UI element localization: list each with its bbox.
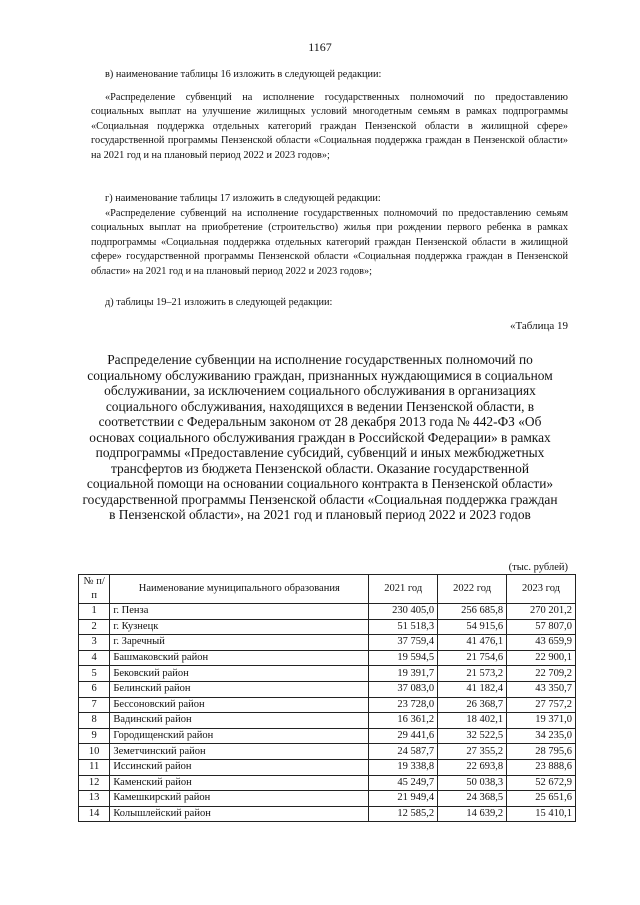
cell-2021: 19 594,5 xyxy=(369,650,438,666)
cell-2022: 41 182,4 xyxy=(438,681,507,697)
cell-number: 2 xyxy=(79,619,110,635)
cell-number: 4 xyxy=(79,650,110,666)
quote-table-17: «Распределение субвенций на исполнение государственных полномочий по предоставлению семьям социальных выплат на приобретение (строительство) жилья при рождении первого ребенка в рамках подпрограммы «Социальная поддержка отдельных категорий граждан Пензенской области в жилищной сфере» государственной программы Пензенской области «Социальная поддержка граждан в Пензенской области» на 2021 год и на плановый период 2022 и 2023 годов»; xyxy=(91,208,568,277)
cell-2022: 21 573,2 xyxy=(438,666,507,682)
table-header-row xyxy=(79,575,576,604)
cell-2022: 18 402,1 xyxy=(438,713,507,729)
cell-2021: 51 518,3 xyxy=(369,619,438,635)
cell-number: 1 xyxy=(79,604,110,620)
cell-2021: 12 585,2 xyxy=(369,806,438,822)
header-2023: 2023 год xyxy=(507,575,576,604)
cell-municipality: Земетчинский район xyxy=(110,744,369,760)
table-row xyxy=(79,697,576,713)
cell-municipality: Башмаковский район xyxy=(110,650,369,666)
table-row xyxy=(79,681,576,697)
table-row xyxy=(79,666,576,682)
cell-municipality: Колышлейский район xyxy=(110,806,369,822)
cell-2022: 41 476,1 xyxy=(438,635,507,651)
cell-2021: 37 083,0 xyxy=(369,681,438,697)
cell-number: 9 xyxy=(79,728,110,744)
item-v-text: в) наименование таблицы 16 изложить в следующей редакции: xyxy=(105,69,382,80)
cell-2021: 21 949,4 xyxy=(369,791,438,807)
table-row xyxy=(79,619,576,635)
table-row xyxy=(79,604,576,620)
item-d-text: д) таблицы 19–21 изложить в следующей редакции: xyxy=(105,297,333,308)
cell-2023: 43 350,7 xyxy=(507,681,576,697)
cell-number: 11 xyxy=(79,759,110,775)
table-row xyxy=(79,650,576,666)
cell-2023: 22 709,2 xyxy=(507,666,576,682)
cell-2023: 57 807,0 xyxy=(507,619,576,635)
cell-2023: 19 371,0 xyxy=(507,713,576,729)
cell-2023: 25 651,6 xyxy=(507,791,576,807)
cell-municipality: г. Заречный xyxy=(110,635,369,651)
header-2022: 2022 год xyxy=(438,575,507,604)
header-municipality: Наименование муниципального образования xyxy=(110,575,369,604)
cell-municipality: Вадинский район xyxy=(110,713,369,729)
cell-2022: 256 685,8 xyxy=(438,604,507,620)
cell-2023: 23 888,6 xyxy=(507,759,576,775)
cell-2021: 16 361,2 xyxy=(369,713,438,729)
cell-2021: 23 728,0 xyxy=(369,697,438,713)
cell-2023: 34 235,0 xyxy=(507,728,576,744)
quote-table-16: «Распределение субвенций на исполнение государственных полномочий по предоставлению социальных выплат на улучшение жилищных условий многодетным семьям в рамках подпрограммы «Социальная поддержка отдельных категорий граждан Пензенской области в жилищной сфере» государственной программы Пензенской области «Социальная поддержка граждан в Пензенской области» на 2021 год и на плановый период 2022 и 2023 годов»; xyxy=(91,92,568,161)
cell-2022: 32 522,5 xyxy=(438,728,507,744)
cell-2021: 19 391,7 xyxy=(369,666,438,682)
subvention-table xyxy=(78,574,576,822)
table-row xyxy=(79,791,576,807)
cell-2021: 37 759,4 xyxy=(369,635,438,651)
table-row xyxy=(79,775,576,791)
cell-municipality: Камешкирский район xyxy=(110,791,369,807)
cell-2023: 52 672,9 xyxy=(507,775,576,791)
cell-2021: 19 338,8 xyxy=(369,759,438,775)
table-row xyxy=(79,635,576,651)
header-2021: 2021 год xyxy=(369,575,438,604)
cell-2023: 15 410,1 xyxy=(507,806,576,822)
item-g-text: г) наименование таблицы 17 изложить в следующей редакции: xyxy=(105,193,381,204)
cell-number: 14 xyxy=(79,806,110,822)
table-row xyxy=(79,806,576,822)
cell-2021: 230 405,0 xyxy=(369,604,438,620)
cell-municipality: Бессоновский район xyxy=(110,697,369,713)
table-row xyxy=(79,728,576,744)
cell-municipality: Белинский район xyxy=(110,681,369,697)
cell-2023: 28 795,6 xyxy=(507,744,576,760)
page-number: 1167 xyxy=(308,40,332,54)
cell-number: 5 xyxy=(79,666,110,682)
cell-municipality: Городищенский район xyxy=(110,728,369,744)
cell-number: 8 xyxy=(79,713,110,729)
cell-2023: 270 201,2 xyxy=(507,604,576,620)
cell-2022: 21 754,6 xyxy=(438,650,507,666)
table-label: «Таблица 19 xyxy=(509,320,568,332)
cell-2022: 14 639,2 xyxy=(438,806,507,822)
cell-municipality: г. Пенза xyxy=(110,604,369,620)
cell-2021: 24 587,7 xyxy=(369,744,438,760)
cell-2021: 29 441,6 xyxy=(369,728,438,744)
cell-number: 7 xyxy=(79,697,110,713)
cell-2022: 27 355,2 xyxy=(438,744,507,760)
cell-number: 13 xyxy=(79,791,110,807)
cell-number: 12 xyxy=(79,775,110,791)
cell-2022: 26 368,7 xyxy=(438,697,507,713)
cell-2022: 22 693,8 xyxy=(438,759,507,775)
cell-2022: 54 915,6 xyxy=(438,619,507,635)
cell-municipality: Иссинский район xyxy=(110,759,369,775)
cell-municipality: г. Кузнецк xyxy=(110,619,369,635)
units-label: (тыс. рублей) xyxy=(508,562,568,573)
cell-number: 6 xyxy=(79,681,110,697)
table-row xyxy=(79,744,576,760)
table-row xyxy=(79,759,576,775)
header-number: № п/п xyxy=(79,575,110,604)
cell-2023: 27 757,2 xyxy=(507,697,576,713)
cell-2021: 45 249,7 xyxy=(369,775,438,791)
cell-2022: 50 038,3 xyxy=(438,775,507,791)
table-title: Распределение субвенции на исполнение государственных полномочий по социальному обслуживанию граждан, признанных нуждающимися в социальном обслуживании, за исключением социального обслуживания в организациях социального обслуживания, находящихся в ведении Пензенской области, в соответствии с Федеральным законом от 28 декабря 2013 года № 442-ФЗ «Об основах социального обслуживания граждан в Российской Федерации» в рамках подпрограммы «Предоставление субсидий, субвенций и иных межбюджетных трансфертов из бюджета Пензенской области. Оказание государственной социальной помощи на основании социального контракта в Пензенской области» государственной программы Пензенской области «Социальная поддержка граждан в Пензенской области», на 2021 год и плановый период 2022 и 2023 годов xyxy=(82,352,558,522)
table-row xyxy=(79,713,576,729)
cell-municipality: Каменский район xyxy=(110,775,369,791)
cell-2023: 22 900,1 xyxy=(507,650,576,666)
cell-2023: 43 659,9 xyxy=(507,635,576,651)
cell-number: 3 xyxy=(79,635,110,651)
cell-number: 10 xyxy=(79,744,110,760)
cell-2022: 24 368,5 xyxy=(438,791,507,807)
cell-municipality: Бековский район xyxy=(110,666,369,682)
